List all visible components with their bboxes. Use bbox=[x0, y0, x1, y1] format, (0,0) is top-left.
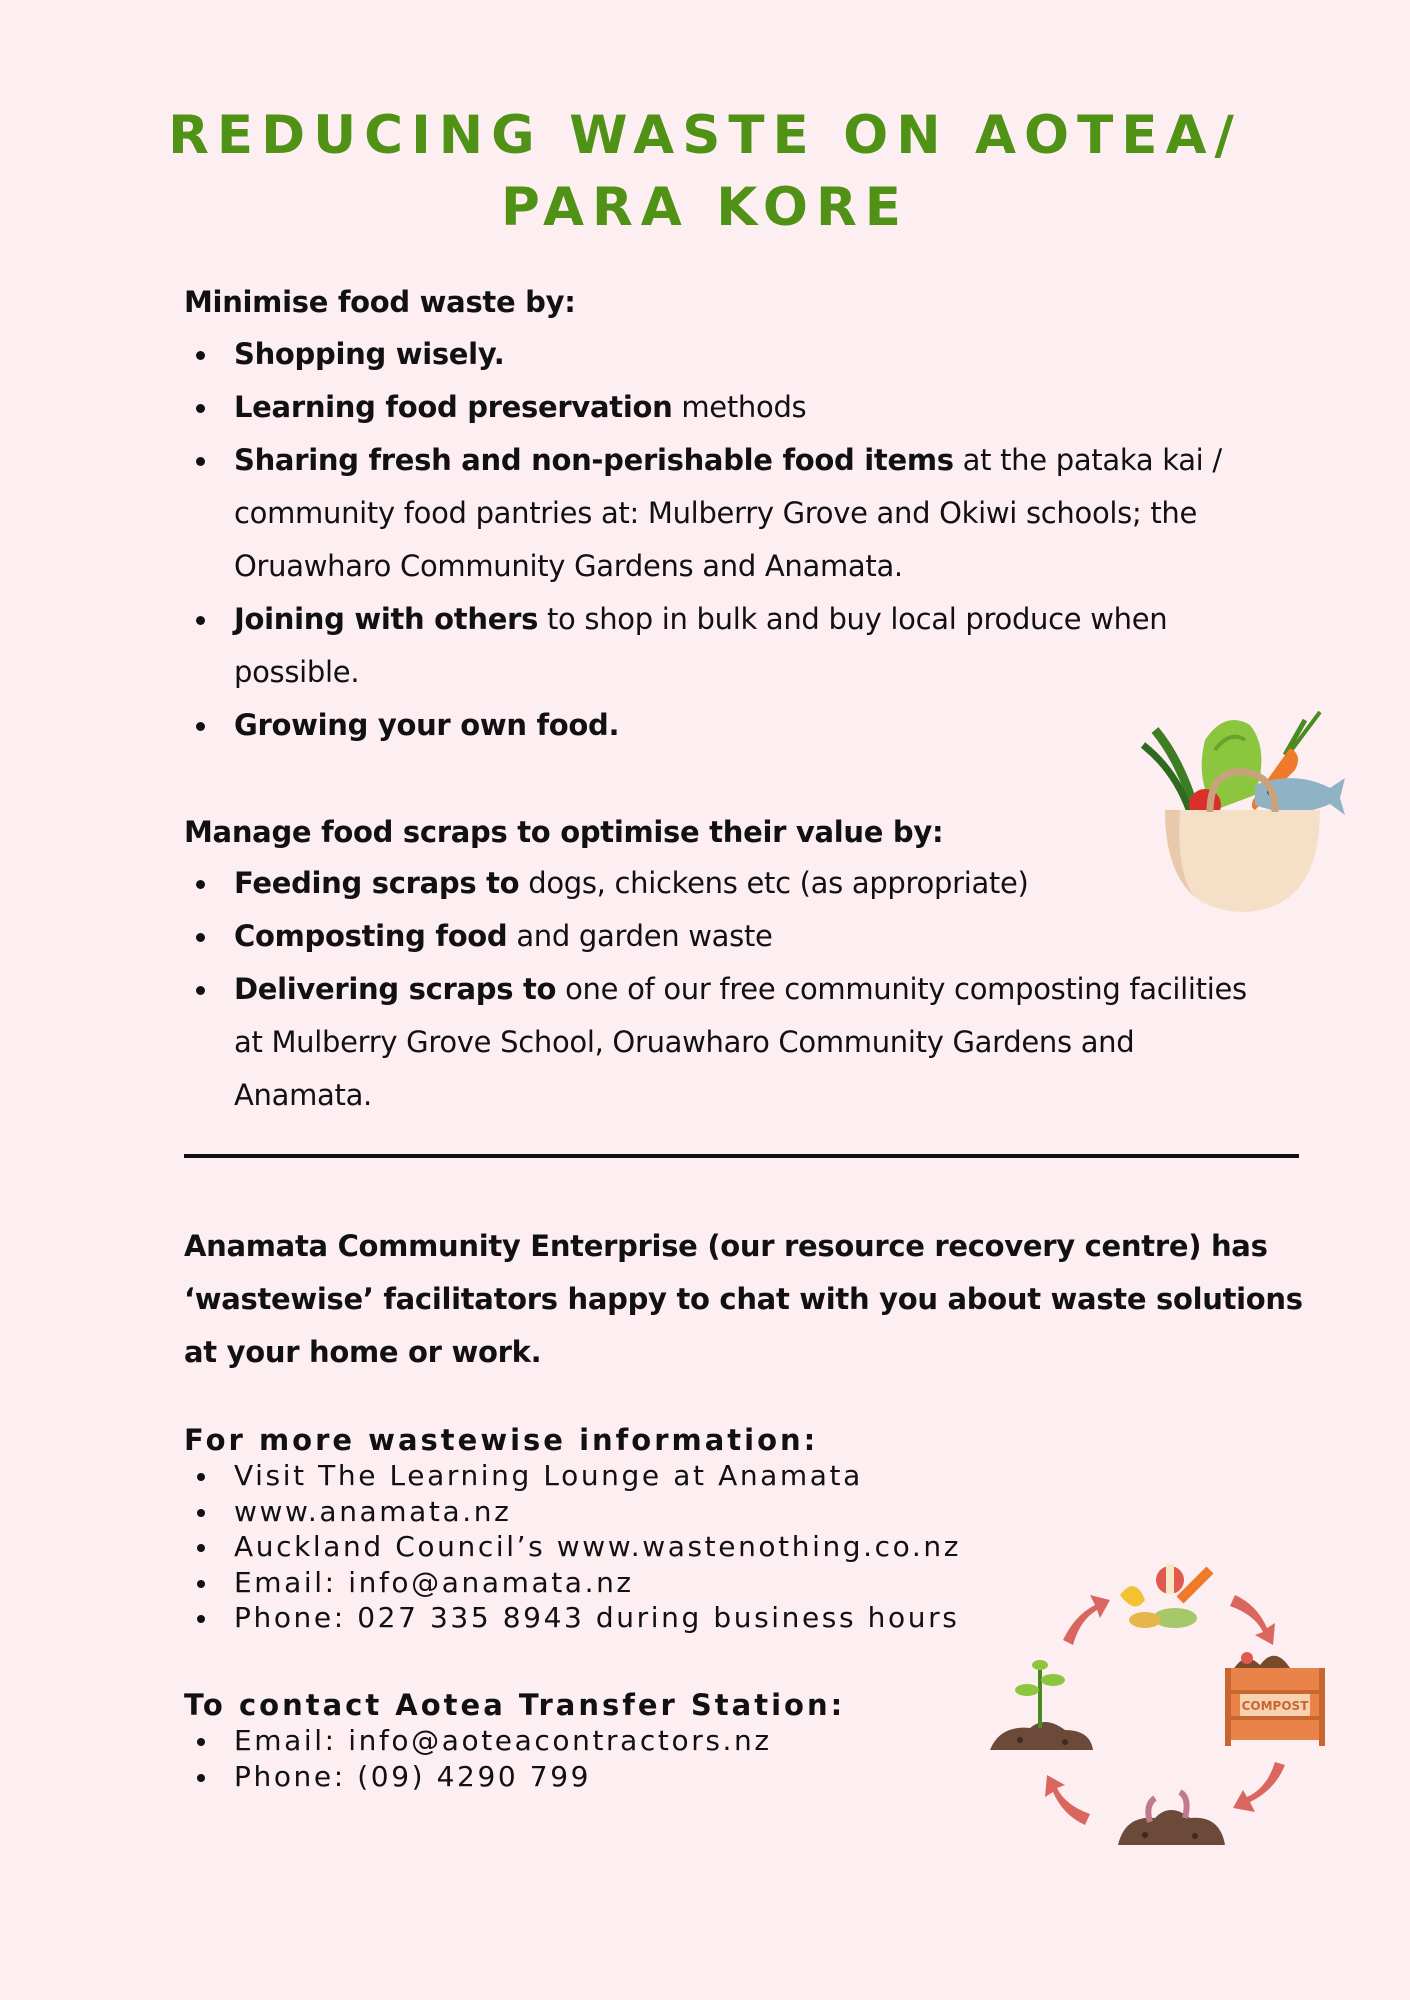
anamata-paragraph bbox=[184, 1220, 1304, 1379]
leek-leaf-icon bbox=[1155, 730, 1195, 810]
list-item bbox=[184, 699, 1222, 752]
transfer-heading: To contact Aotea Transfer Station: bbox=[184, 1688, 846, 1722]
item-text-line-2: possible. bbox=[234, 655, 360, 689]
list-item bbox=[184, 910, 1247, 963]
paragraph-line-3: at your home or work. bbox=[184, 1335, 542, 1369]
item-bold: Shopping wisely. bbox=[234, 337, 505, 371]
compost-label: COMPOST bbox=[1241, 1699, 1309, 1713]
item-text-line-3: Oruawharo Community Gardens and Anamata. bbox=[234, 549, 903, 583]
title-line-2: PARA KORE bbox=[500, 177, 910, 238]
more-info-list bbox=[184, 1458, 961, 1636]
carrot-scrap-icon bbox=[1180, 1570, 1210, 1600]
info-link[interactable]: Auckland Council’s www.wastenothing.co.nz bbox=[184, 1529, 961, 1565]
item-text: one of our free community composting facilities bbox=[556, 972, 1247, 1006]
item-text-line-2: at Mulberry Grove School, Oruawharo Community Gardens and bbox=[234, 1025, 1135, 1059]
list-item bbox=[184, 857, 1247, 910]
transfer-list bbox=[184, 1723, 772, 1794]
list-item bbox=[184, 381, 1222, 434]
title-line-1: REDUCING WASTE ON AOTEA/ bbox=[168, 105, 1242, 166]
list-item bbox=[184, 593, 1222, 699]
arrow-icon bbox=[1230, 1595, 1275, 1645]
transfer-email[interactable]: Email: info@aoteacontractors.nz bbox=[184, 1723, 772, 1759]
apple-core-center-icon bbox=[1166, 1564, 1174, 1594]
item-text: and garden waste bbox=[507, 919, 773, 953]
info-email[interactable]: Email: info@anamata.nz bbox=[184, 1565, 961, 1601]
minimise-list bbox=[184, 328, 1222, 752]
item-text-line-3: Anamata. bbox=[234, 1078, 372, 1112]
item-text: at the pataka kai / bbox=[953, 443, 1222, 477]
seedling-soil-icon bbox=[990, 1660, 1093, 1750]
arrow-icon bbox=[1233, 1762, 1285, 1812]
list-item bbox=[184, 963, 1247, 1122]
compost-cycle-illustration bbox=[985, 1540, 1345, 1870]
manage-list bbox=[184, 857, 1247, 1122]
divider bbox=[184, 1154, 1299, 1158]
carrot-top-icon bbox=[1290, 712, 1320, 752]
list-item bbox=[184, 328, 1222, 381]
item-text: methods bbox=[672, 390, 807, 424]
item-bold: Growing your own food. bbox=[234, 708, 620, 742]
arrow-icon bbox=[1063, 1595, 1110, 1645]
item-text: to shop in bulk and buy local produce when bbox=[538, 602, 1168, 636]
worm-soil-icon bbox=[1118, 1792, 1225, 1845]
compost-crate-icon bbox=[1225, 1652, 1325, 1746]
more-info-heading: For more wastewise information: bbox=[184, 1423, 819, 1457]
info-link[interactable]: www.anamata.nz bbox=[184, 1494, 961, 1530]
page-title bbox=[0, 100, 1410, 244]
info-item: Visit The Learning Lounge at Anamata bbox=[184, 1458, 961, 1494]
paragraph-line-1: Anamata Community Enterprise (our resource recovery centre) has bbox=[184, 1229, 1268, 1263]
paragraph-line-2: ‘wastewise’ facilitators happy to chat with you about waste solutions bbox=[184, 1282, 1303, 1316]
item-bold: Learning food preservation bbox=[234, 390, 673, 424]
manage-heading: Manage food scraps to optimise their value by: bbox=[184, 815, 944, 849]
banana-peel-icon bbox=[1120, 1586, 1145, 1606]
minimise-heading: Minimise food waste by: bbox=[184, 285, 576, 319]
item-bold: Joining with others bbox=[234, 602, 539, 636]
transfer-phone: Phone: (09) 4290 799 bbox=[184, 1759, 772, 1795]
item-bold: Delivering scraps to bbox=[234, 972, 557, 1006]
item-bold: Composting food bbox=[234, 919, 508, 953]
item-bold: Sharing fresh and non-perishable food items bbox=[234, 443, 954, 477]
item-bold: Feeding scraps to bbox=[234, 866, 520, 900]
info-phone: Phone: 027 335 8943 during business hours bbox=[184, 1600, 961, 1636]
item-text: dogs, chickens etc (as appropriate) bbox=[519, 866, 1029, 900]
peel-scrap-icon bbox=[1129, 1612, 1161, 1628]
arrow-icon bbox=[1045, 1775, 1090, 1825]
item-text-line-2: community food pantries at: Mulberry Grove and Okiwi schools; the bbox=[234, 496, 1198, 530]
list-item bbox=[184, 434, 1222, 593]
